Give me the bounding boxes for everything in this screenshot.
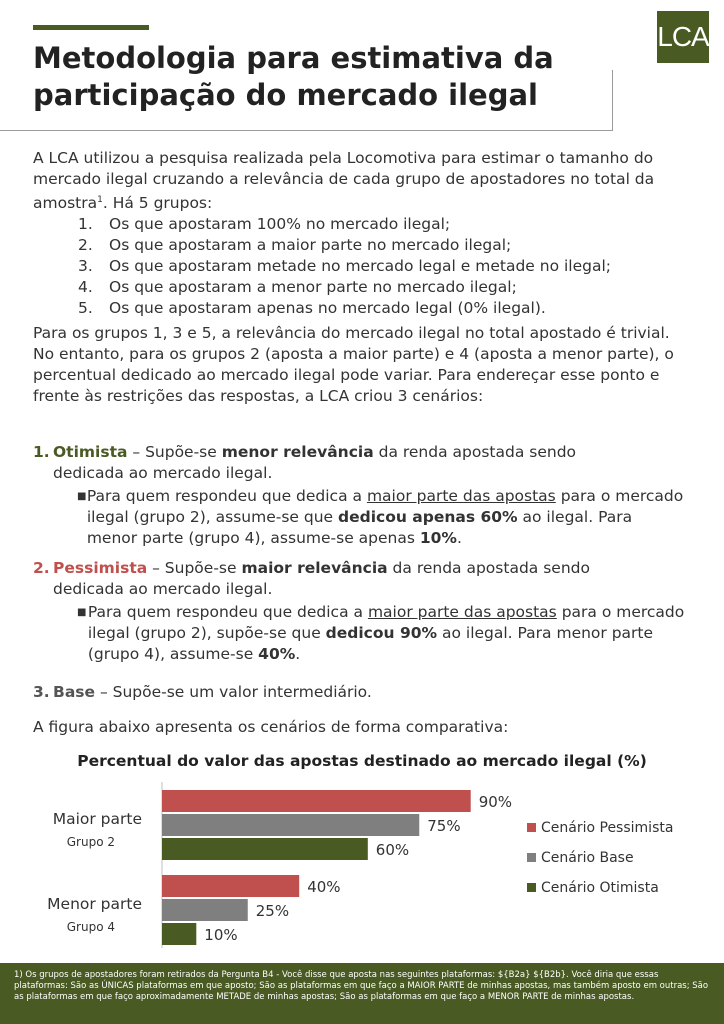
square-bullet-icon: ■	[77, 607, 87, 618]
bullet-underlined: maior parte das apostas	[366, 487, 556, 505]
data-label: 10%	[204, 926, 238, 944]
title-frame-bottom	[0, 130, 613, 131]
data-label: 90%	[478, 793, 513, 811]
scenario-otimista	[33, 442, 693, 549]
bullet-text-part: para o mercado ilegal (grupo 2), supõe-se que	[87, 603, 685, 642]
category-label: Maior parte	[52, 810, 142, 828]
bullet-underlined: maior parte das apostas	[367, 603, 557, 621]
list-item-text: Os que apostaram apenas no mercado legal (0% ilegal).	[109, 299, 546, 317]
scenario-number: 2.	[33, 559, 50, 577]
scenario-text: da renda apostada sendo	[387, 559, 590, 577]
scenario-header	[33, 558, 693, 579]
intro-paragraph	[33, 148, 683, 214]
legend-swatch	[527, 853, 536, 862]
bar-cenário-pessimista-2	[162, 875, 299, 897]
list-item	[78, 235, 698, 256]
chart-title: Percentual do valor das apostas destinado ao mercado ilegal (%)	[77, 752, 647, 770]
list-item-text: Os que apostaram 100% no mercado ilegal;	[109, 215, 451, 233]
scenario-description	[53, 558, 590, 579]
list-item-number: 2.	[78, 236, 93, 254]
bar-chart	[0, 780, 724, 960]
bullet-emphasis: 10%	[419, 529, 457, 547]
data-label: 60%	[375, 841, 410, 859]
list-item-number: 4.	[78, 278, 93, 296]
bullet-text-part: .	[456, 529, 462, 547]
legend-entry: Cenário Base	[541, 850, 634, 866]
scenario-pessimista	[33, 558, 693, 665]
scenario-emphasis: maior relevância	[241, 559, 388, 577]
legend-entry: Cenário Pessimista	[541, 820, 674, 836]
bullet-emphasis: 40%	[258, 645, 296, 663]
scenario-header	[33, 442, 693, 463]
scenario-name: Base	[53, 683, 96, 701]
scenario-text: – Supõe-se	[127, 443, 222, 461]
data-label: 75%	[427, 817, 461, 835]
bar-cenário-pessimista-1	[162, 790, 471, 812]
scenario-description	[53, 442, 576, 463]
category-sublabel: Grupo 4	[66, 920, 115, 934]
bullet-text-part: .	[295, 645, 301, 663]
scenario-emphasis: menor relevância	[221, 443, 374, 461]
scenario-text-line2: dedicada ao mercado ilegal.	[53, 464, 273, 482]
bar-cenário-base-2	[162, 899, 248, 921]
scenario-text: da renda apostada sendo	[373, 443, 577, 461]
bullet-emphasis: dedicou 90%	[325, 624, 438, 642]
scenarios-intro-paragraph: Para os grupos 1, 3 e 5, a relevância do mercado ilegal no total apostado é trivial. No entanto, para os grupos 2 (aposta a maior parte) e 4 (aposta a menor parte), o percentual dedicado ao mercado ilegal pode variar. Para endereçar esse ponto e frente às restrições das respostas, a LCA criou 3 cenários:	[33, 324, 674, 405]
list-item-number: 1.	[78, 215, 93, 233]
data-label: 40%	[307, 878, 341, 896]
list-item-text: Os que apostaram metade no mercado legal e metade no ilegal;	[109, 257, 612, 275]
list-item-number: 5.	[78, 299, 93, 317]
bar-cenário-otimista-2	[162, 923, 196, 945]
footnote-marker: 1	[97, 195, 103, 205]
legend-swatch	[527, 823, 536, 832]
intro-tail: . Há 5 grupos:	[102, 194, 213, 213]
category-label: Menor parte	[47, 895, 142, 913]
scenario-description	[53, 682, 372, 703]
legend-entry: Cenário Otimista	[541, 880, 659, 896]
legend-swatch	[527, 883, 536, 892]
lca-logo	[657, 11, 709, 63]
scenario-name: Pessimista	[53, 559, 148, 577]
scenario-number: 3.	[33, 683, 50, 701]
scenario-number: 1.	[33, 443, 50, 461]
bullet-text	[88, 602, 687, 665]
bullet-text-part: para o mercado ilegal (grupo 2), assume-se que	[86, 487, 684, 526]
square-bullet-icon: ■	[77, 491, 87, 502]
bullet-text-part: Para quem respondeu que dedica a	[86, 487, 367, 505]
scenario-text-line2: dedicada ao mercado ilegal.	[53, 580, 273, 598]
data-label: 25%	[255, 902, 290, 920]
category-sublabel: Grupo 2	[66, 835, 115, 849]
logo-text: LCA	[657, 21, 709, 52]
scenario-bullet	[33, 486, 687, 549]
bullet-text-part: Para quem respondeu que dedica a	[87, 603, 368, 621]
list-item-text: Os que apostaram a maior parte no mercado ilegal;	[109, 236, 512, 254]
bullet-text-part: ao ilegal. Para menor parte (grupo 4), assume-se	[87, 624, 654, 663]
scenario-name: Otimista	[53, 443, 128, 461]
title-frame-right	[612, 70, 613, 131]
page-title: Metodologia para estimativa da participação do mercado ilegal	[33, 41, 554, 112]
list-item	[78, 214, 698, 235]
groups-list	[78, 214, 698, 319]
scenario-text: – Supõe-se	[147, 559, 242, 577]
footnote: 1) Os grupos de apostadores foram retirados da Pergunta B4 - Você disse que aposta nas seguintes plataformas: ${B2a} ${B2b}. Você diria que essas plataformas: São as ÚNICAS plataformas em que aposto; São as plataformas em que faço a MAIOR PARTE de minhas apostas, mas também aposto em outras; São as plataformas em que faço aproximadamente METADE de minhas apostas; São as plataformas em que faço a MENOR PARTE de minhas apostas.	[0, 963, 724, 1024]
title-accent-bar	[33, 25, 149, 30]
list-item-text: Os que apostaram a menor parte no mercado ilegal;	[109, 278, 517, 296]
scenario-base	[33, 682, 693, 703]
chart-intro-paragraph: A figura abaixo apresenta os cenários de forma comparativa:	[33, 718, 509, 736]
scenario-header	[33, 682, 693, 703]
intro-text: A LCA utilizou a pesquisa realizada pela Locomotiva para estimar o tamanho do mercado ilegal cruzando a relevância de cada grupo de apostadores no total da amostra	[33, 149, 655, 213]
list-item-number: 3.	[78, 257, 93, 275]
scenario-bullet	[33, 602, 687, 665]
bullet-emphasis: dedicou apenas 60%	[338, 508, 518, 526]
list-item	[78, 256, 698, 277]
bullet-text	[87, 486, 687, 549]
bar-cenário-base-1	[162, 814, 419, 836]
scenario-text: – Supõe-se um valor intermediário.	[95, 683, 372, 701]
bar-cenário-otimista-1	[162, 838, 368, 860]
list-item	[78, 298, 698, 319]
bullet-text-part: ao ilegal. Para menor parte (grupo 4), assume-se apenas	[86, 508, 633, 547]
list-item	[78, 277, 698, 298]
